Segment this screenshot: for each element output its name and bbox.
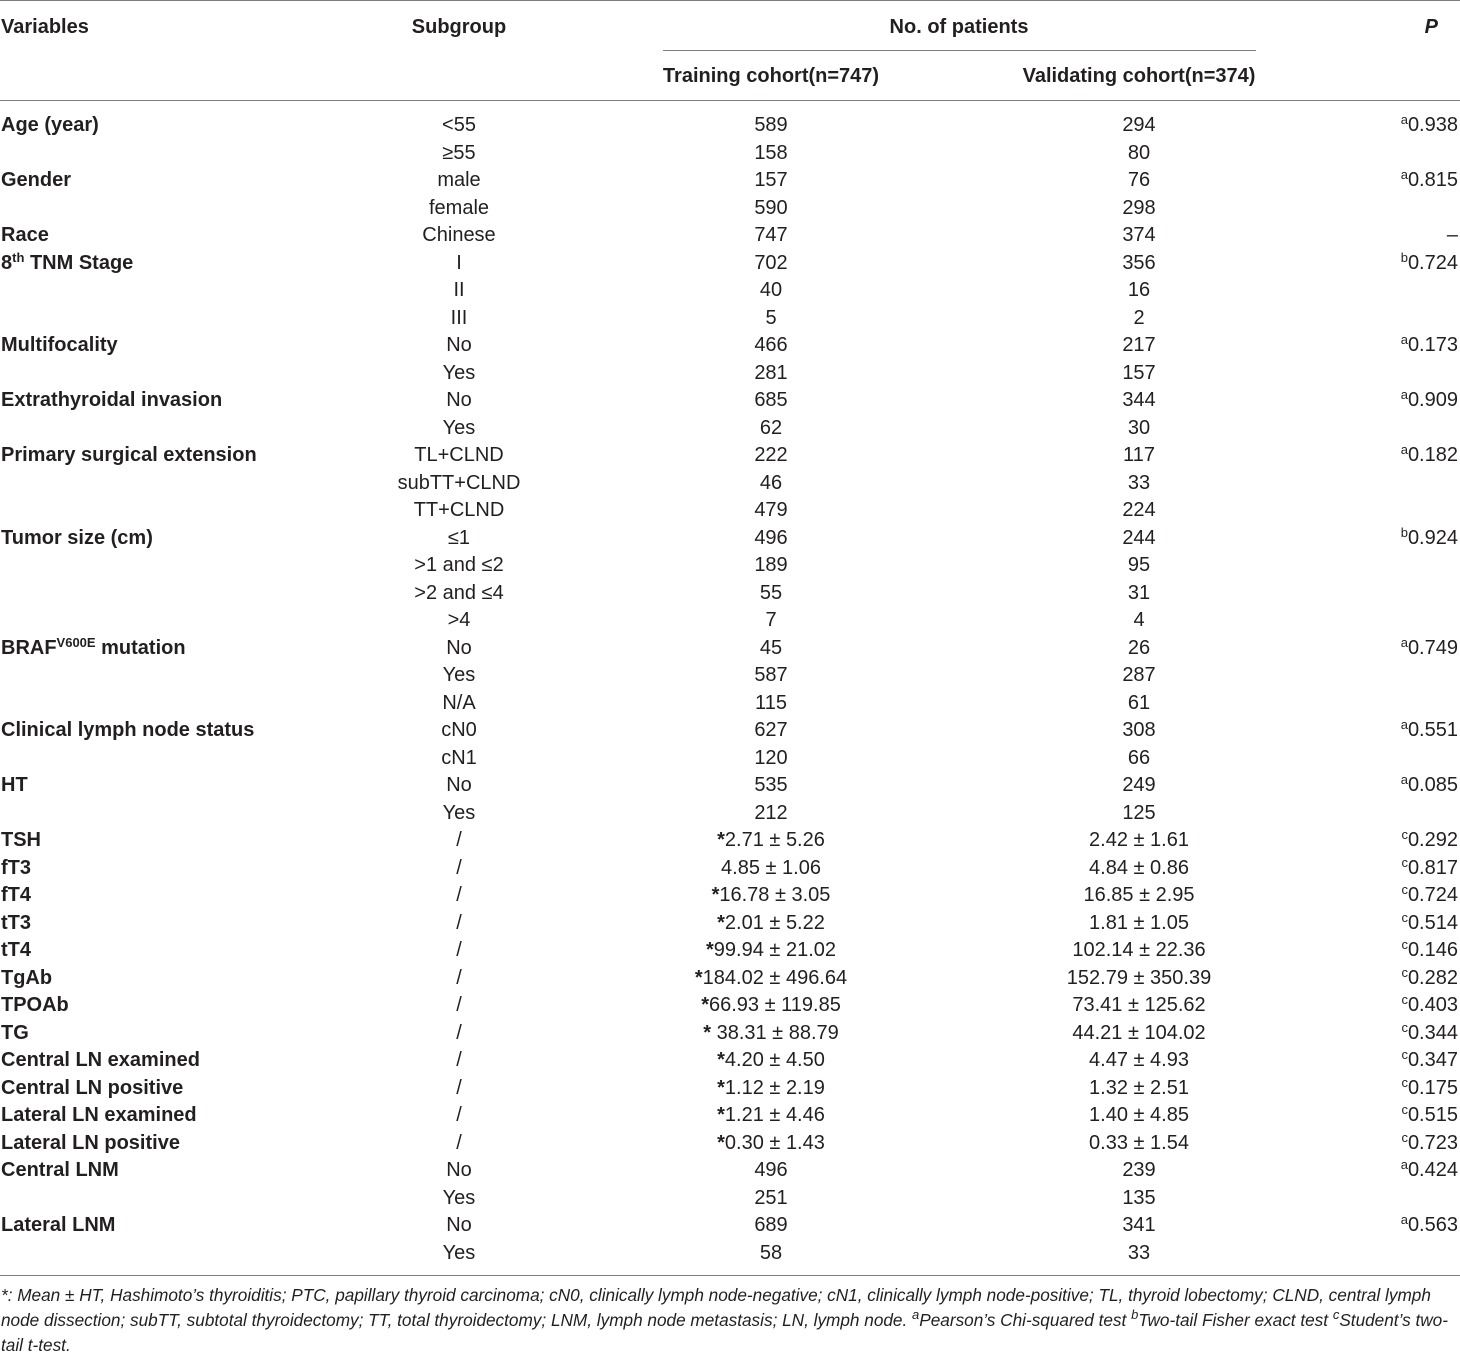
training-cell: 158 [754, 141, 788, 164]
subgroup-cell: ≤1 [447, 526, 471, 549]
p-value-cell: $^a$0.085 [1400, 772, 1458, 796]
training-cell: 58 [759, 1241, 783, 1264]
table-row [0, 745, 1460, 773]
p-value-cell: $^c$0.344 [1401, 1019, 1458, 1044]
training-cell: 222 [754, 444, 788, 466]
training-cell: 115 [755, 691, 787, 714]
table-row [0, 195, 1460, 223]
validating-cell: 33 [1127, 1241, 1151, 1264]
subgroup-cell: >4 [447, 609, 471, 631]
training-cell: 702 [754, 251, 788, 274]
subgroup-cell: <55 [442, 114, 476, 136]
subgroup-cell: / [456, 1131, 462, 1154]
subgroup-cell: II [453, 279, 465, 301]
table-row [0, 965, 1460, 993]
training-cell: *0.30 ± 1.43 [717, 1131, 825, 1154]
variable-cell: Clinical lymph node status [1, 719, 255, 741]
variable-cell: TgAb [1, 966, 53, 989]
variable-cell: Extrathyroidal invasion [1, 389, 223, 411]
validating-cell: 31 [1127, 581, 1151, 604]
variable-cell: tT4 [1, 939, 31, 961]
training-cell: 157 [754, 169, 788, 191]
table-row [0, 277, 1460, 305]
p-value-cell: $^a$0.551 [1400, 717, 1458, 741]
p-value-cell: $^a$0.815 [1400, 167, 1458, 191]
p-value-cell: $^a$0.563 [1400, 1212, 1458, 1236]
training-cell: 281 [754, 361, 788, 384]
table-row [0, 772, 1460, 800]
table-row [0, 992, 1460, 1020]
subgroup-cell: subTT+CLND [397, 471, 521, 494]
table-row [0, 1240, 1460, 1268]
variable-cell: Age (year) [1, 114, 99, 136]
table-row [0, 827, 1460, 855]
table-row [0, 222, 1460, 250]
footnote-b: Two-tail Fisher exact test [1138, 1310, 1333, 1330]
validating-cell: 95 [1127, 554, 1151, 576]
table-row [0, 1047, 1460, 1075]
header-bottom-rule [0, 100, 1460, 101]
table-row [0, 167, 1460, 195]
footnote-c: Student’s two-tail t-test. [1, 1310, 1448, 1355]
subgroup-cell: / [456, 1076, 462, 1099]
validating-cell: 102.14 ± 22.36 [1072, 939, 1206, 961]
training-cell: *184.02 ± 496.64 [694, 966, 848, 989]
variable-cell: Lateral LNM [1, 1214, 116, 1236]
validating-cell: 66 [1127, 746, 1151, 769]
training-cell: 120 [754, 746, 788, 769]
validating-cell: 298 [1122, 196, 1156, 219]
training-cell: 590 [754, 196, 788, 219]
validating-cell: 1.32 ± 2.51 [1089, 1076, 1189, 1099]
validating-cell: 249 [1122, 774, 1156, 796]
header-p-value: P [1424, 16, 1438, 38]
p-value-cell: $^c$0.292 [1401, 827, 1458, 851]
variable-cell: 8th TNM Stage [1, 249, 134, 274]
training-cell: 747 [754, 224, 788, 246]
table-row [0, 250, 1460, 278]
validating-cell: 4.47 ± 4.93 [1089, 1049, 1189, 1071]
validating-cell: 16 [1127, 279, 1151, 301]
p-value-cell: $^c$0.514 [1401, 909, 1458, 934]
training-cell: 479 [754, 499, 788, 521]
training-cell: *1.12 ± 2.19 [717, 1076, 825, 1099]
p-value-cell: $^c$0.282 [1401, 964, 1458, 989]
validating-cell: 76 [1127, 169, 1151, 191]
table-row [0, 662, 1460, 690]
variable-cell: HT [1, 774, 28, 796]
table-row [0, 607, 1460, 635]
subgroup-cell: >2 and ≤4 [414, 581, 504, 604]
subgroup-cell: / [456, 856, 462, 879]
subgroup-cell: Yes [442, 416, 476, 439]
subgroup-cell: No [446, 1214, 472, 1236]
p-value-cell: $^a$0.424 [1400, 1157, 1458, 1181]
validating-cell: 0.33 ± 1.54 [1089, 1131, 1189, 1154]
table-row [0, 1020, 1460, 1048]
training-cell: 685 [754, 389, 788, 411]
validating-cell: 73.41 ± 125.62 [1072, 994, 1206, 1016]
training-cell: 189 [754, 554, 788, 576]
p-value-cell: $^c$0.817 [1401, 854, 1458, 879]
table-row [0, 112, 1460, 140]
training-cell: 46 [759, 471, 783, 494]
p-value-cell: $^c$0.515 [1401, 1102, 1458, 1126]
validating-cell: 117 [1123, 444, 1155, 466]
variable-cell: Central LN positive [1, 1076, 184, 1099]
validating-cell: 157 [1122, 361, 1156, 384]
training-cell: 4.85 ± 1.06 [721, 856, 821, 879]
subgroup-cell: ≥55 [442, 141, 476, 164]
footnote-sup-a: a [912, 1307, 920, 1322]
subgroup-cell: N/A [442, 691, 476, 714]
subgroup-cell: / [456, 939, 462, 961]
footnote-text: *: Mean ± HT, Hashimoto’s thyroiditis; PTC, papillary thyroid carcinoma; cN0, clinically lymph node-negative; cN1, clinically lymph node-positive; TL, thyroid lobectomy; CLND, central lymph node dissection; subTT, subtotal thyroidectomy; TT, total thyroidectomy; LNM, lymph node metastasis; LN, lymph node. [1, 1285, 1431, 1330]
training-cell: 496 [754, 1159, 788, 1181]
table-footnote [1, 1283, 1459, 1358]
training-cell: *2.71 ± 5.26 [717, 829, 825, 851]
variable-cell: TG [1, 1021, 29, 1044]
variable-cell: Gender [1, 169, 72, 191]
training-cell: 587 [754, 664, 788, 686]
p-value-cell: $^a$0.909 [1400, 387, 1458, 411]
subgroup-cell: Yes [442, 664, 476, 686]
p-value-cell: $^a$0.182 [1400, 442, 1458, 466]
validating-cell: 239 [1122, 1159, 1156, 1181]
table-top-rule [0, 0, 1460, 1]
variable-cell: Tumor size (cm) [1, 526, 153, 549]
subgroup-cell: / [456, 994, 462, 1016]
table-row [0, 1185, 1460, 1213]
header-training-cohort: Training cohort(n=747) [662, 65, 880, 87]
header-group-rule [663, 50, 1256, 51]
validating-cell: 4.84 ± 0.86 [1089, 856, 1189, 879]
variable-cell: tT3 [1, 911, 31, 934]
validating-cell: 308 [1122, 719, 1156, 741]
validating-cell: 294 [1122, 114, 1156, 136]
subgroup-cell: / [456, 884, 462, 906]
validating-cell: 1.81 ± 1.05 [1089, 911, 1189, 934]
variable-cell: Lateral LN positive [1, 1131, 180, 1154]
training-cell: 55 [759, 581, 783, 604]
training-cell: 212 [754, 801, 788, 824]
table-row [0, 580, 1460, 608]
variable-cell: fT3 [1, 856, 31, 879]
p-value-cell: $^c$0.146 [1401, 937, 1458, 961]
training-cell: 45 [759, 636, 783, 659]
p-value-cell: $^a$0.749 [1400, 634, 1458, 659]
subgroup-cell: No [446, 774, 472, 796]
subgroup-cell: Yes [442, 1241, 476, 1264]
training-cell: *1.21 ± 4.46 [717, 1104, 825, 1126]
table-row [0, 937, 1460, 965]
training-cell: 627 [754, 719, 788, 741]
header-variables: Variables [1, 16, 89, 38]
validating-cell: 374 [1122, 224, 1156, 246]
subgroup-cell: TL+CLND [414, 444, 504, 466]
table-row [0, 470, 1460, 498]
table-row [0, 552, 1460, 580]
training-cell: 40 [759, 279, 783, 301]
subgroup-cell: / [456, 1049, 462, 1071]
validating-cell: 244 [1122, 526, 1156, 549]
validating-cell: 4 [1133, 609, 1145, 631]
subgroup-cell: TT+CLND [413, 499, 505, 521]
validating-cell: 125 [1122, 801, 1156, 824]
training-cell: *66.93 ± 119.85 [701, 994, 841, 1016]
validating-cell: 344 [1122, 389, 1156, 411]
subgroup-cell: No [446, 1159, 472, 1181]
subgroup-cell: Yes [442, 1186, 476, 1209]
validating-cell: 356 [1122, 251, 1156, 274]
validating-cell: 1.40 ± 4.85 [1089, 1104, 1189, 1126]
subgroup-cell: male [437, 169, 481, 191]
training-cell: *4.20 ± 4.50 [717, 1049, 825, 1071]
table-row [0, 1130, 1460, 1158]
table-row [0, 910, 1460, 938]
subgroup-cell: >1 and ≤2 [414, 554, 504, 576]
training-cell: *99.94 ± 21.02 [706, 939, 836, 961]
subgroup-cell: / [456, 829, 462, 851]
subgroup-cell: No [446, 389, 472, 411]
training-cell: 251 [754, 1186, 788, 1209]
validating-cell: 2 [1133, 306, 1145, 329]
variable-cell: fT4 [1, 884, 31, 906]
table-row [0, 1212, 1460, 1240]
p-value-cell: $^c$0.403 [1401, 992, 1458, 1016]
header-no-of-patients: No. of patients [889, 16, 1029, 38]
subgroup-cell: cN0 [441, 719, 477, 741]
validating-cell: 80 [1127, 141, 1151, 164]
p-value-cell: $^c$0.723 [1401, 1129, 1458, 1154]
footnote-sup-b: b [1131, 1307, 1139, 1322]
training-cell: 535 [754, 774, 788, 796]
table-row [0, 635, 1460, 663]
subgroup-cell: Yes [442, 361, 476, 384]
table-row [0, 442, 1460, 470]
table-bottom-rule [0, 1275, 1460, 1276]
training-cell: 7 [765, 609, 777, 631]
validating-cell: 217 [1122, 334, 1156, 356]
validating-cell: 287 [1122, 664, 1156, 686]
training-cell: 496 [754, 526, 788, 549]
validating-cell: 16.85 ± 2.95 [1083, 884, 1195, 906]
validating-cell: 33 [1127, 471, 1151, 494]
table-row [0, 360, 1460, 388]
subgroup-cell: III [450, 306, 468, 329]
p-value-cell: $^b$0.924 [1400, 524, 1458, 549]
variable-cell: Race [1, 224, 49, 246]
validating-cell: 224 [1122, 499, 1156, 521]
training-cell: 589 [754, 114, 788, 136]
validating-cell: 44.21 ± 104.02 [1072, 1021, 1206, 1044]
table-row [0, 525, 1460, 553]
variable-cell: TPOAb [1, 994, 69, 1016]
subgroup-cell: female [428, 196, 490, 219]
validating-cell: 26 [1127, 636, 1151, 659]
variable-cell: Central LNM [1, 1159, 119, 1181]
table-row [0, 305, 1460, 333]
training-cell: *16.78 ± 3.05 [711, 884, 831, 906]
p-value-cell: $^b$0.724 [1400, 249, 1458, 274]
footnote-sup-c: c [1332, 1307, 1340, 1322]
table-row [0, 882, 1460, 910]
training-cell: * 38.31 ± 88.79 [703, 1021, 839, 1044]
validating-cell: 30 [1127, 416, 1151, 439]
table-row [0, 332, 1460, 360]
table-body [0, 112, 1460, 1267]
subgroup-cell: / [456, 1104, 462, 1126]
subgroup-cell: I [456, 251, 462, 274]
validating-cell: 341 [1122, 1214, 1156, 1236]
table-row [0, 140, 1460, 168]
footnote-a: Pearson’s Chi-squared test [919, 1310, 1132, 1330]
validating-cell: 135 [1122, 1186, 1156, 1209]
table-row [0, 690, 1460, 718]
validating-cell: 2.42 ± 1.61 [1089, 829, 1189, 851]
variable-cell: Lateral LN examined [1, 1104, 197, 1126]
subgroup-cell: cN1 [441, 746, 477, 769]
table-row [0, 415, 1460, 443]
table-row [0, 497, 1460, 525]
table-row [0, 1157, 1460, 1185]
table-row [0, 800, 1460, 828]
p-value-cell: $^a$0.173 [1400, 332, 1458, 356]
table-row [0, 387, 1460, 415]
validating-cell: 152.79 ± 350.39 [1066, 966, 1212, 989]
p-value-cell: $^c$0.347 [1401, 1047, 1458, 1071]
header-validating-cohort: Validating cohort(n=374) [1022, 65, 1256, 87]
subgroup-cell: / [456, 911, 462, 934]
p-value-cell: $^a$0.938 [1400, 112, 1458, 136]
subgroup-cell: No [446, 334, 472, 356]
training-cell: 62 [759, 416, 783, 439]
variable-cell: Central LN examined [1, 1049, 200, 1071]
subgroup-cell: Chinese [422, 224, 496, 246]
subgroup-cell: No [446, 636, 472, 659]
table-row [0, 1102, 1460, 1130]
variable-cell: TSH [1, 829, 41, 851]
training-cell: 689 [754, 1214, 788, 1236]
table-row [0, 717, 1460, 745]
table-row [0, 1075, 1460, 1103]
variable-cell: Primary surgical extension [1, 444, 257, 466]
p-value-cell: $^c$0.724 [1401, 882, 1458, 906]
variable-cell: Multifocality [1, 334, 118, 356]
table-row [0, 855, 1460, 883]
header-subgroup: Subgroup [411, 16, 507, 38]
subgroup-cell: / [456, 1021, 462, 1044]
training-cell: 5 [765, 306, 777, 329]
p-value-cell: – [1446, 224, 1458, 246]
training-cell: *2.01 ± 5.22 [717, 911, 825, 934]
variable-cell: $BRAF^{V600E}$ mutation [1, 634, 186, 659]
subgroup-cell: Yes [442, 801, 476, 824]
training-cell: 466 [754, 334, 788, 356]
subgroup-cell: / [456, 966, 462, 989]
p-value-cell: $^c$0.175 [1401, 1074, 1458, 1099]
validating-cell: 61 [1127, 691, 1151, 714]
